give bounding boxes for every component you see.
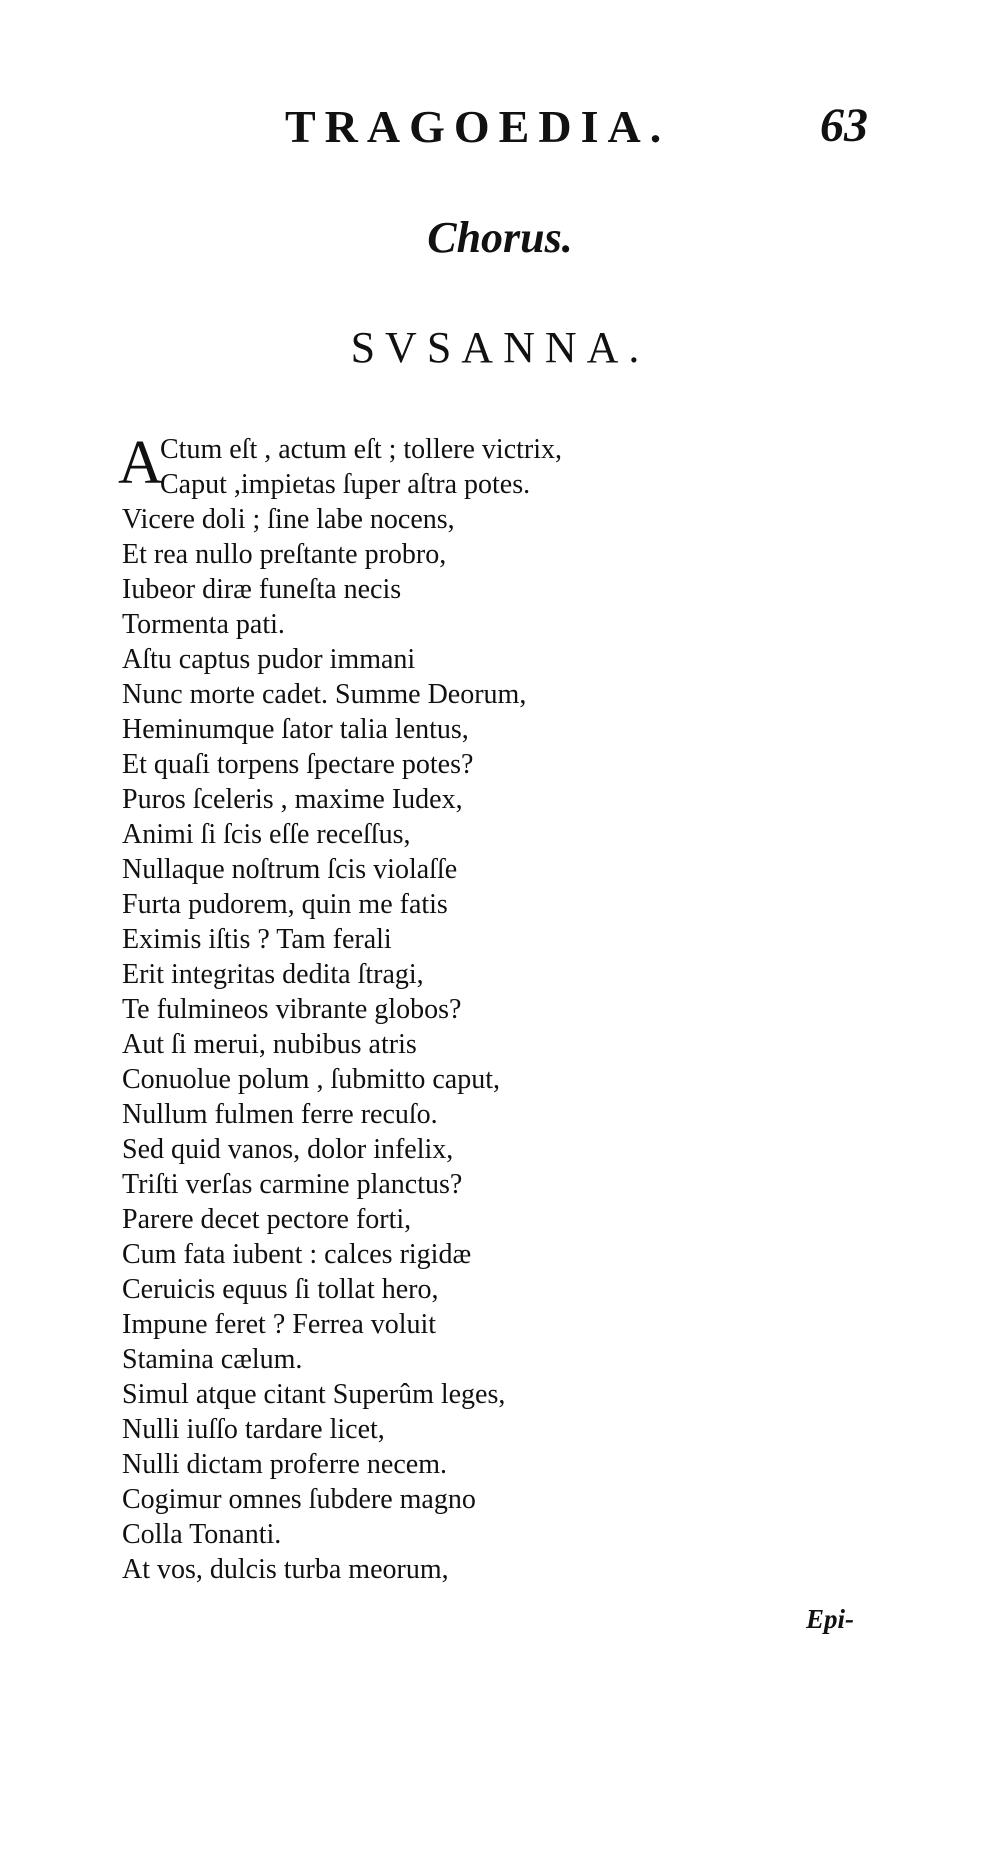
verse-line: Nulli dictam proferre necem. — [122, 1449, 447, 1480]
speaker-name: SVSANNA. — [350, 323, 650, 372]
verse-line: Simul atque citant Superûm leges, — [122, 1379, 506, 1410]
verse-line: Caput ,impietas ſuper aſtra potes. — [160, 469, 531, 500]
verse-line: Colla Tonanti. — [122, 1519, 282, 1550]
verse-line: Et rea nullo preſtante probro, — [122, 539, 447, 570]
verse-line: Cum fata iubent : calces rigidæ — [122, 1239, 472, 1270]
verse-line: Nullaque noſtrum ſcis violaſſe — [122, 854, 458, 885]
verse-block — [118, 429, 722, 1587]
verse-line: Conuolue polum , ſubmitto caput, — [122, 1064, 500, 1095]
verse-line: Impune feret ? Ferrea voluit — [122, 1309, 437, 1340]
verse-line: Triſti verſas carmine planctus? — [122, 1169, 463, 1200]
verse-line: Sed quid vanos, dolor infelix, — [122, 1134, 454, 1165]
verse-line: Eximis iſtis ? Tam ferali — [122, 924, 392, 955]
verse-line: Animi ſi ſcis eſſe receſſus, — [122, 819, 411, 850]
verse-line: Nulli iuſſo tardare licet, — [122, 1414, 385, 1445]
verse-line: Ctum eſt , actum eſt ; tollere victrix, — [160, 434, 563, 465]
verse-line: Nullum fulmen ferre recuſo. — [122, 1099, 438, 1130]
page-number: 63 — [820, 99, 868, 152]
verse-line: Furta pudorem, quin me fatis — [122, 889, 448, 920]
verse-line: Et quaſi torpens ſpectare potes? — [122, 749, 474, 780]
verse-line: Heminumque ſator talia lentus, — [122, 714, 469, 745]
verse-line: Aſtu captus pudor immani — [122, 644, 416, 675]
verse-line: Puros ſceleris , maxime Iudex, — [122, 784, 463, 815]
verse-line: Aut ſi merui, nubibus atris — [122, 1029, 417, 1060]
drop-cap: A — [118, 429, 163, 497]
verse-line: Iubeor diræ funeſta necis — [122, 574, 402, 605]
verse-line: Te fulmineos vibrante globos? — [122, 994, 462, 1025]
verse-line: Parere decet pectore forti, — [122, 1204, 412, 1235]
verse-line: Tormenta pati. — [122, 609, 285, 640]
verse-line: Ceruicis equus ſi tollat hero, — [122, 1274, 439, 1305]
verse-line: Erit integritas dedita ſtragi, — [122, 959, 424, 990]
verse-line: Stamina cælum. — [122, 1344, 303, 1375]
verse-line: Cogimur omnes ſubdere magno — [122, 1484, 476, 1515]
catchword: Epi- — [806, 1604, 855, 1634]
running-head: TRAGOEDIA. — [285, 101, 671, 152]
verse-line: Nunc morte cadet. Summe Deorum, — [122, 679, 527, 710]
section-title: Chorus. — [427, 213, 573, 262]
verse-line: At vos, dulcis turba meorum, — [122, 1554, 449, 1585]
verse-line: Vicere doli ; ſine labe nocens, — [122, 504, 455, 535]
